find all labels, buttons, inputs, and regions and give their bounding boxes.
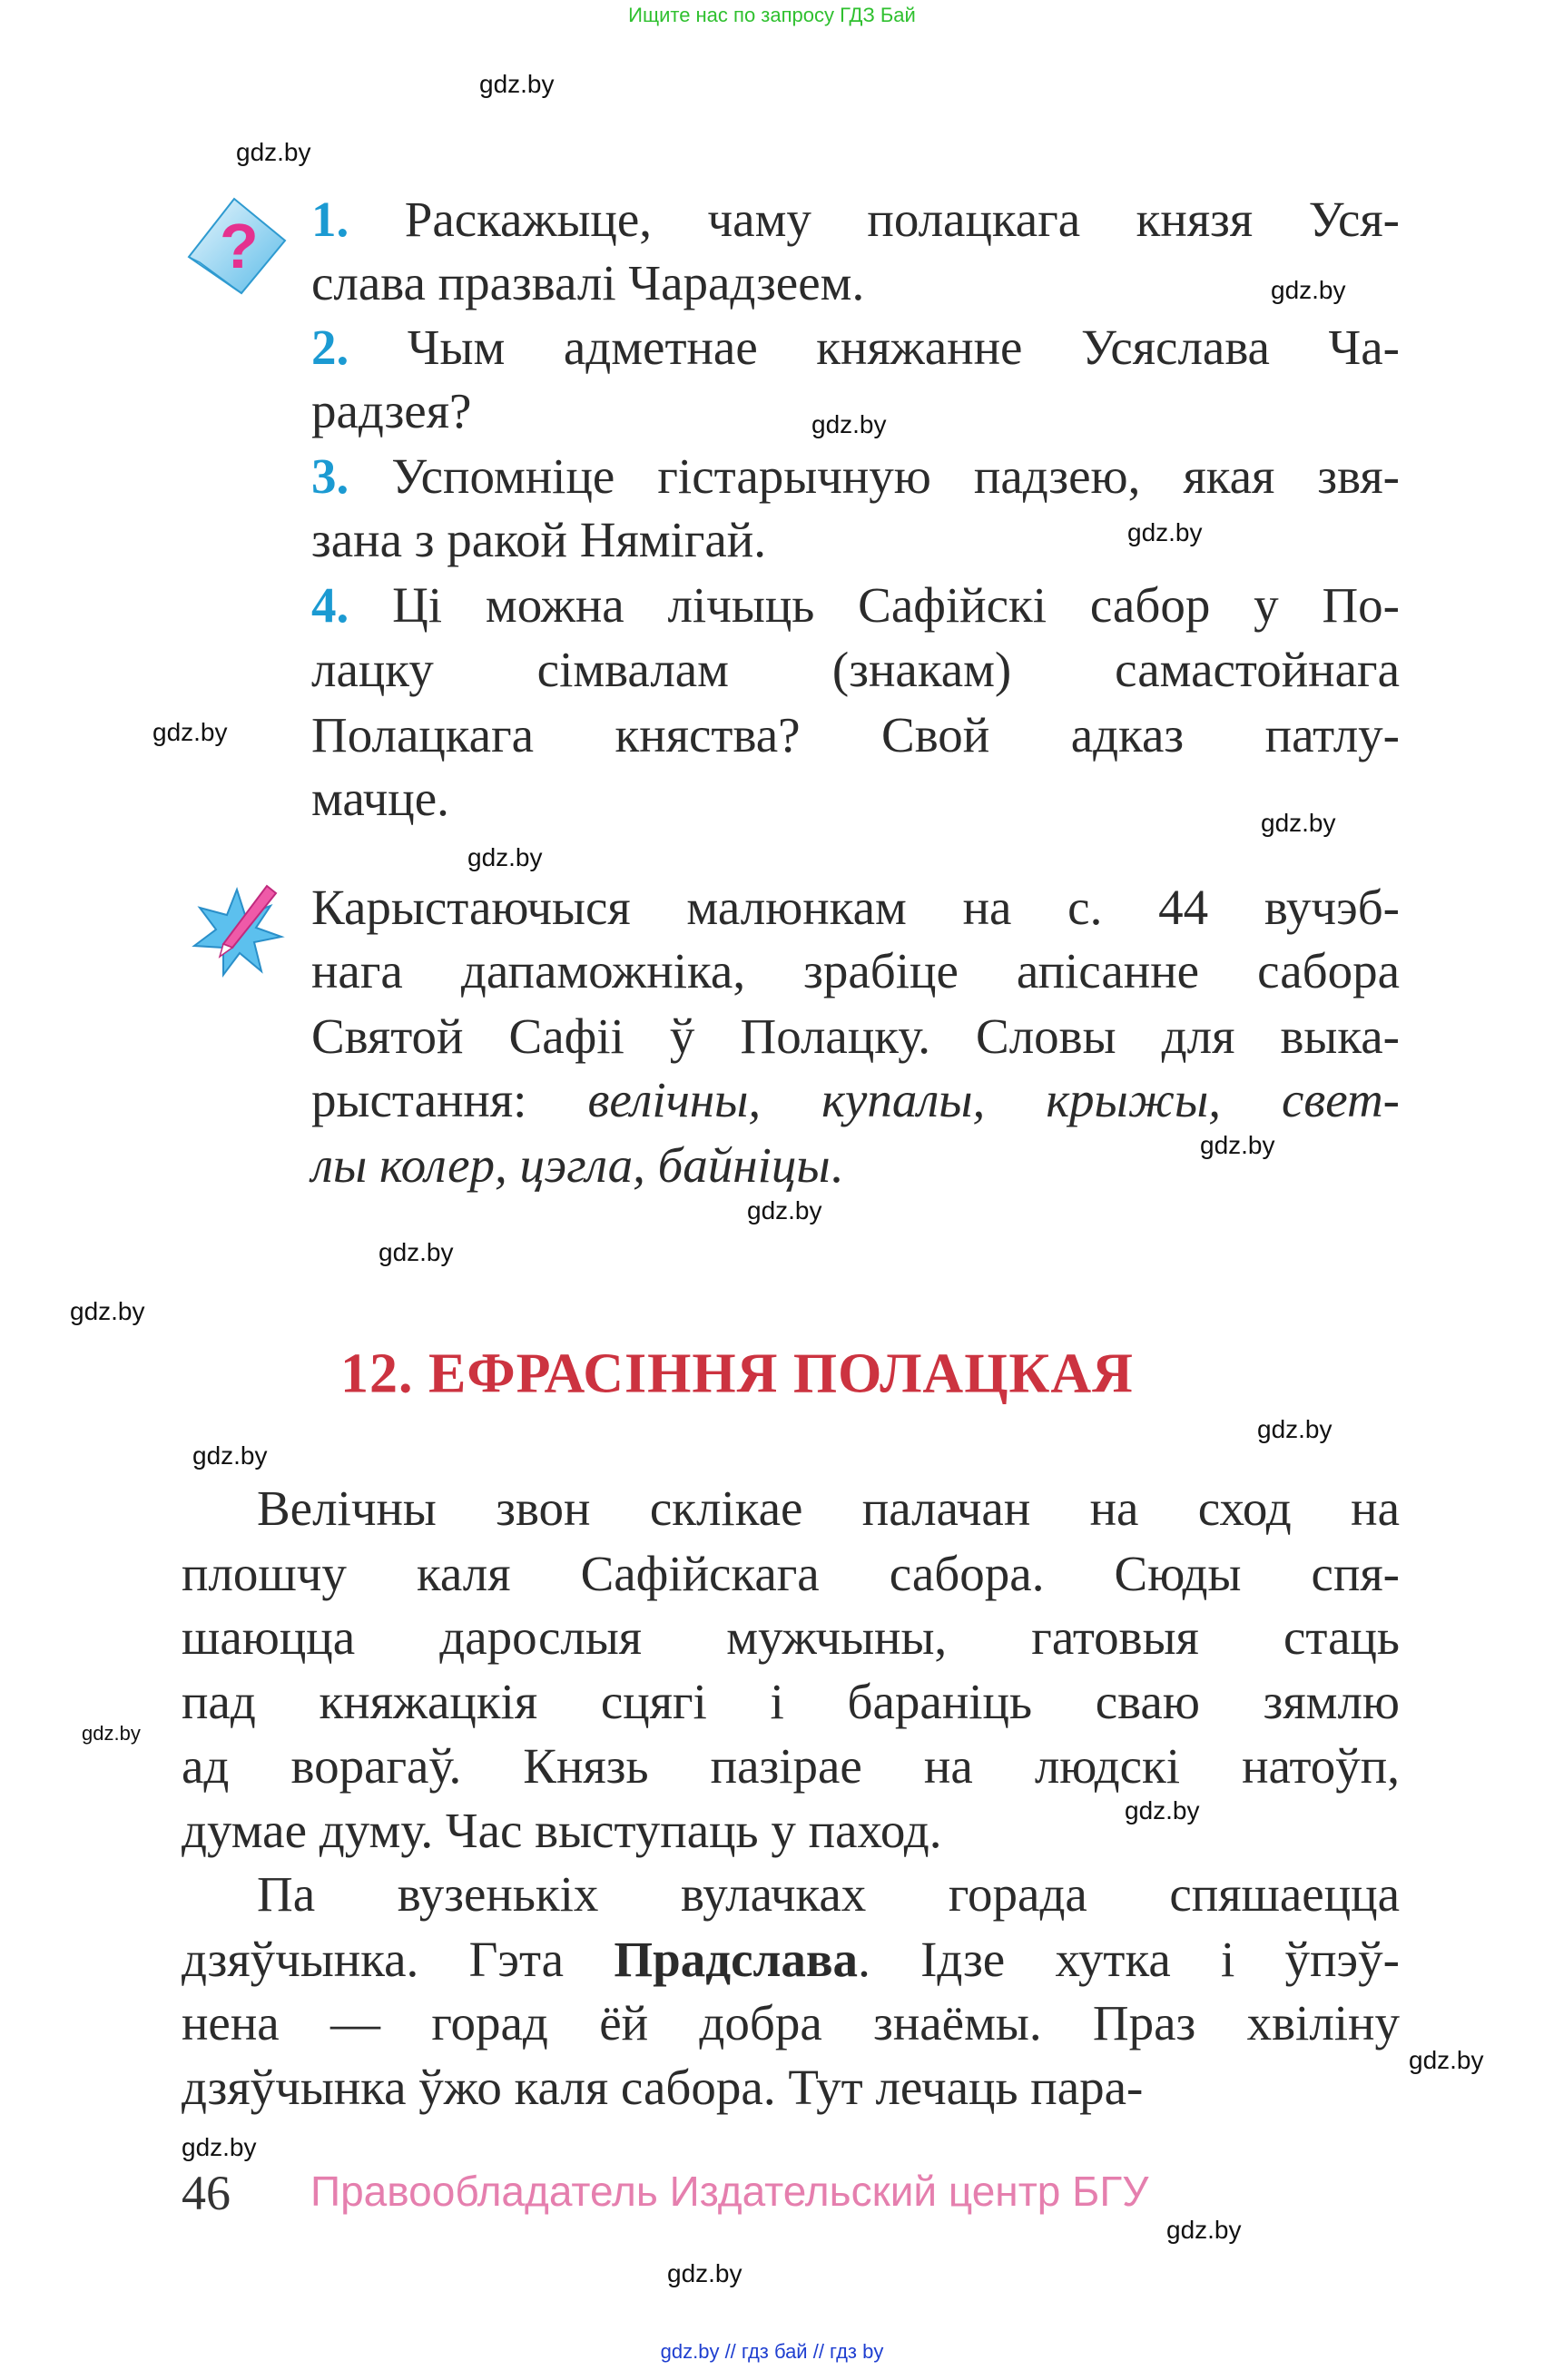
text-line [257, 1480, 1400, 1538]
text-segment: велічны, купалы, крыжы, свет- [587, 1072, 1400, 1127]
watermark: gdz.by [152, 718, 228, 746]
watermark: gdz.by [1271, 276, 1346, 304]
watermark: gdz.by [467, 843, 543, 871]
chapter-heading: 12. ЕФРАСІННЯ ПОЛАЦКАЯ [340, 1342, 1134, 1405]
top-search-note: Ищите нас по запросу ГДЗ Бай [628, 4, 916, 26]
svg-text:?: ? [220, 211, 259, 281]
watermark: gdz.by [182, 2133, 257, 2161]
text-segment: шаюцца дарослыя мужчыны, гатовыя стаць [182, 1609, 1400, 1665]
text-line [311, 511, 1400, 569]
question-number: 4. [311, 577, 349, 633]
text-line [311, 1071, 1400, 1129]
text-line [311, 1008, 1400, 1066]
star-pencil-icon [187, 880, 287, 980]
watermark: gdz.by [192, 1441, 268, 1470]
text-segment: дзяўчынка ўжо каля сабора. Тут лечаць пара- [182, 2060, 1144, 2115]
text-segment: нага дапаможніка, зрабіце апісанне сабора [311, 943, 1400, 998]
text-segment: нена — горад ёй добра знаёмы. Праз хвіліну [182, 1995, 1400, 2051]
question-number: 3. [311, 448, 349, 504]
watermark: gdz.by [1200, 1131, 1275, 1159]
text-line [182, 1802, 1400, 1860]
watermark: gdz.by [70, 1297, 145, 1325]
text-line [311, 879, 1400, 937]
text-segment: рыстання: [311, 1072, 588, 1127]
text-segment: зана з ракой Нямігай. [311, 512, 766, 567]
text-segment: пад княжацкія сцягі і бараніць сваю зямлю [182, 1674, 1400, 1729]
text-line [182, 1737, 1400, 1795]
text-line [311, 770, 1400, 828]
text-line [311, 641, 1400, 699]
question-book-icon [182, 195, 290, 297]
text-segment: Прадслава [614, 1932, 859, 1987]
watermark: gdz.by [1257, 1415, 1333, 1443]
watermark: gdz.by [1125, 1796, 1200, 1824]
text-segment: Успомніце гістарычную падзею, якая звя- [349, 448, 1400, 504]
text-line [182, 1931, 1400, 1989]
text-segment: думае думу. Час выступаць у паход. [182, 1803, 942, 1858]
text-line [311, 254, 1400, 312]
text-segment: Велічны звон склікае палачан на сход на [257, 1480, 1400, 1536]
watermark: gdz.by [236, 138, 311, 166]
text-line [311, 319, 1400, 377]
bottom-links[interactable]: gdz.by // гдз бай // гдз by [660, 2340, 884, 2363]
text-line [182, 1673, 1400, 1731]
text-line [182, 2059, 1400, 2117]
text-segment: Ці можна лічыць Сафійскі сабор у По- [349, 577, 1400, 633]
text-line [182, 1608, 1400, 1667]
watermark: gdz.by [1127, 518, 1203, 546]
text-segment: Па вузенькіх вулачках горада спяшаецца [257, 1866, 1400, 1922]
text-segment: . [830, 1137, 843, 1193]
question-number: 1. [311, 192, 349, 247]
page-number: 46 [182, 2166, 231, 2220]
watermark: gdz.by [667, 2259, 742, 2287]
text-segment: мачце. [311, 771, 449, 826]
watermark: gdz.by [379, 1238, 454, 1266]
watermark: gdz.by [479, 70, 555, 98]
question-number: 2. [311, 320, 349, 375]
text-segment: Раскажыце, чаму полацкага князя Уся- [349, 192, 1400, 247]
text-segment: Полацкага княства? Свой адказ патлу- [311, 707, 1400, 762]
text-line [311, 447, 1400, 506]
watermark: gdz.by [82, 1722, 141, 1745]
watermark: gdz.by [1166, 2216, 1242, 2244]
watermark: gdz.by [747, 1196, 822, 1224]
text-segment: лацку сімвалам (знакам) самастойнага [311, 642, 1400, 697]
text-line [311, 191, 1400, 249]
text-segment: лы колер, цэгла, байніцы [311, 1137, 831, 1193]
copyright-note: Правообладатель Издательский центр БГУ [310, 2168, 1149, 2215]
text-line [182, 1994, 1400, 2052]
text-segment: . Ідзе хутка і ўпэў- [858, 1932, 1400, 1987]
text-segment: плошчу каля Сафійскага сабора. Сюды спя- [182, 1546, 1400, 1601]
text-line [311, 942, 1400, 1000]
watermark: gdz.by [1261, 809, 1336, 837]
text-segment: ад ворагаў. Князь пазірае на людскі натоўп, [182, 1738, 1400, 1794]
text-line [257, 1865, 1400, 1923]
text-segment: радзея? [311, 383, 472, 438]
watermark: gdz.by [811, 410, 887, 438]
text-segment: слава празвалі Чарадзеем. [311, 255, 865, 310]
watermark: gdz.by [1409, 2046, 1484, 2074]
text-segment: дзяўчынка. Гэта [182, 1932, 615, 1987]
text-segment: Святой Сафіі ў Полацку. Словы для выка- [311, 1008, 1400, 1064]
text-line [311, 576, 1400, 634]
text-line [182, 1545, 1400, 1603]
text-line [311, 706, 1400, 764]
text-segment: Чым адметнае княжанне Усяслава Ча- [349, 320, 1400, 375]
text-segment: Карыстаючыся малюнкам на с. 44 вучэб- [311, 880, 1400, 935]
